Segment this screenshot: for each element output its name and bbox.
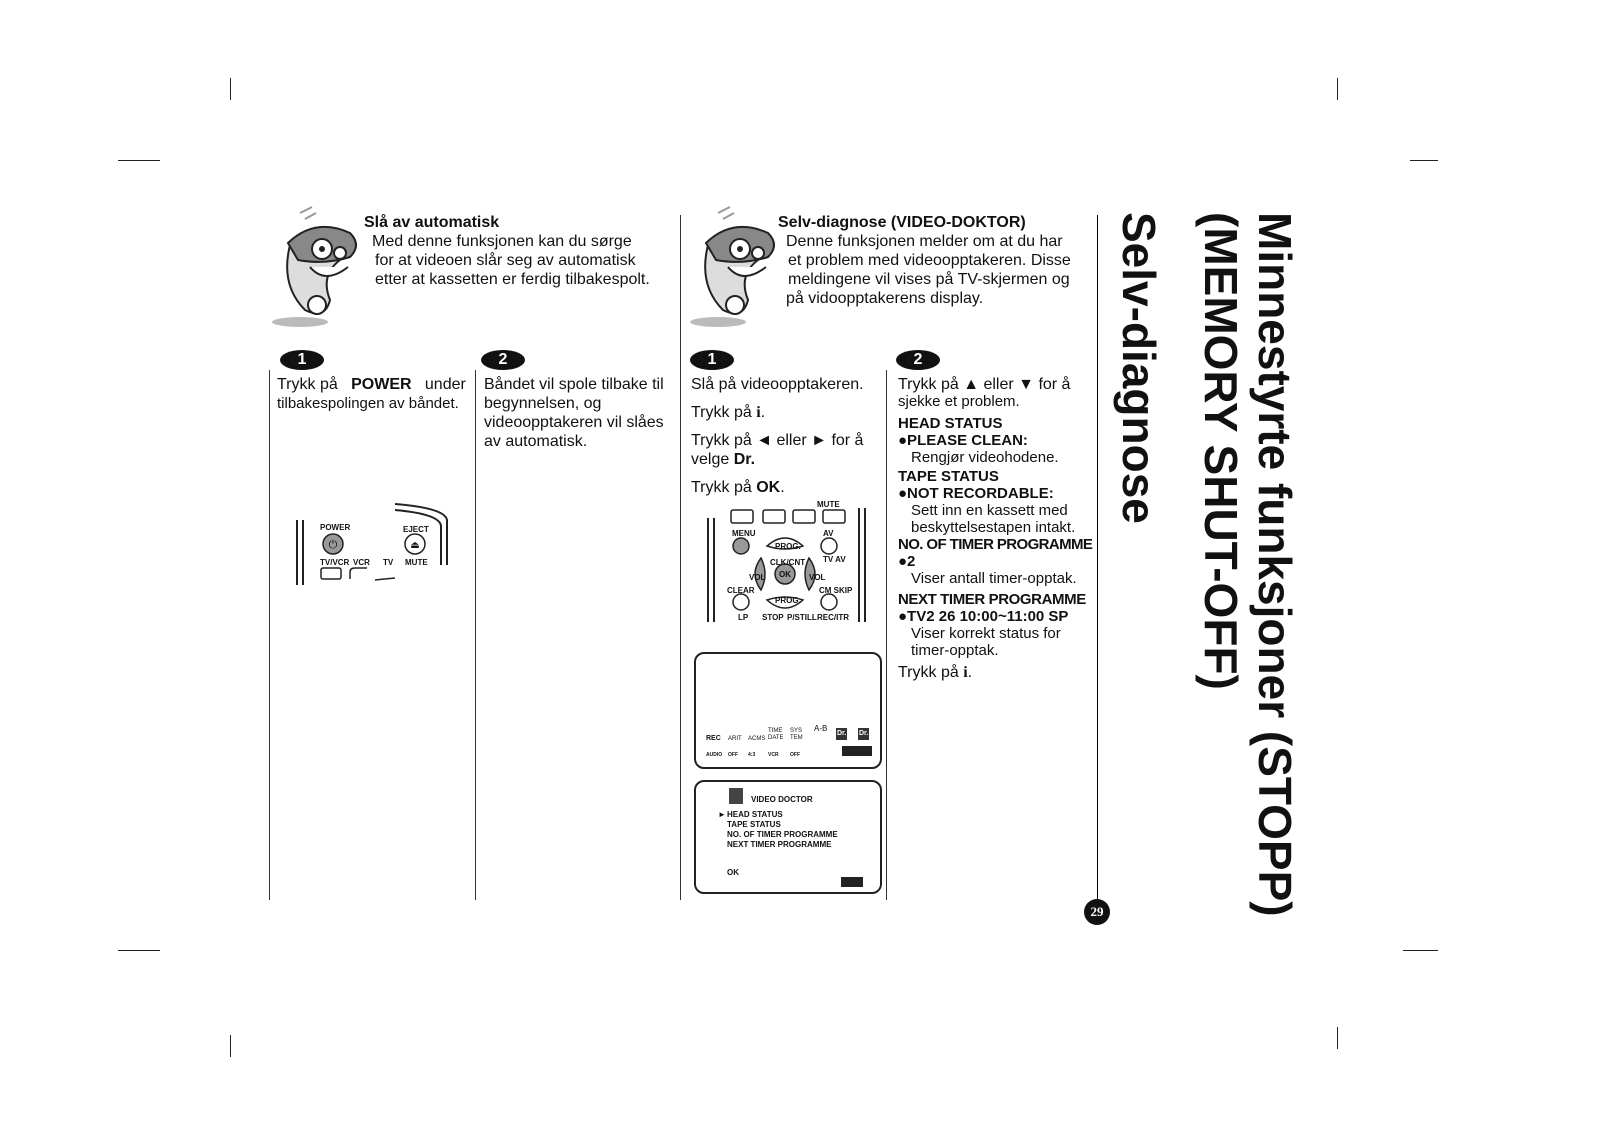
menu-item: TIME DATE	[768, 728, 784, 741]
prog-up-label: PROG.	[775, 542, 801, 551]
step-text: Trykk på i.	[691, 404, 766, 421]
step-text: Trykk på OK.	[691, 479, 785, 496]
status-value: ●NOT RECORDABLE:	[898, 485, 1054, 502]
remote-illustration	[295, 500, 455, 590]
status-heading: NEXT TIMER PROGRAMME	[898, 591, 1086, 608]
step-text: Båndet vil spole tilbake til	[484, 376, 664, 393]
recitr-label: REC/ITR	[817, 613, 849, 622]
clkcnt-label: CLK/CNT	[770, 558, 806, 567]
intro-line: på vidoopptakerens display.	[786, 290, 984, 307]
vol-right-label: VOL	[809, 573, 826, 582]
status-heading: TAPE STATUS	[898, 468, 999, 485]
nav-arrows-icon	[842, 746, 872, 756]
doctor-icon	[729, 788, 743, 804]
remote-illustration	[705, 500, 875, 625]
menu-item: ACMS	[748, 736, 766, 742]
crop-mark	[118, 950, 160, 951]
crop-mark	[230, 78, 231, 100]
wizard-mascot-icon	[688, 205, 783, 330]
status-desc: timer-opptak.	[911, 642, 999, 659]
eject-label: EJECT	[403, 525, 429, 534]
menu-item: OFF	[790, 752, 800, 758]
column-divider	[886, 370, 887, 900]
tv-screen-video-doctor	[694, 780, 882, 894]
status-desc: Viser antall timer-opptak.	[911, 570, 1077, 587]
menu-icon-row-2	[706, 746, 871, 760]
power-button[interactable]	[323, 534, 343, 554]
column-divider	[680, 215, 681, 900]
intro-line: Denne funksjonen melder om at du har	[786, 233, 1063, 250]
intro-line: meldingene vil vises på TV-skjermen og	[788, 271, 1070, 288]
section-divider	[1097, 215, 1098, 900]
tvvcr-label: TV/VCR	[320, 558, 350, 567]
menu-cursor: ►	[718, 810, 726, 819]
menu-item: A-B	[814, 724, 828, 733]
crop-mark	[1337, 78, 1338, 100]
step-text: sjekke et problem.	[898, 393, 1020, 410]
step-badge-2: 2	[896, 350, 940, 370]
mute-label: MUTE	[405, 558, 428, 567]
mute-label: MUTE	[817, 500, 840, 509]
menu-label: MENU	[732, 529, 756, 538]
intro-line: Med denne funksjonen kan du sørge	[372, 233, 632, 250]
step-text: Slå på videoopptakeren.	[691, 376, 864, 393]
vol-left-label: VOL	[749, 573, 766, 582]
menu-item: 4:3	[748, 752, 756, 758]
status-desc: Sett inn en kassett med	[911, 502, 1068, 519]
page-subtitle: Selv-diagnose	[1113, 212, 1165, 524]
step-badge-1: 1	[690, 350, 734, 370]
menu-item: ARIT	[728, 736, 742, 742]
svg-text:⏏: ⏏	[410, 540, 420, 551]
step-text: videoopptakeren vil slåes	[484, 414, 664, 431]
intro-title: Slå av automatisk	[364, 214, 500, 231]
menu-item: Dr.	[858, 728, 869, 740]
step-text: tilbakespolingen av båndet.	[277, 395, 459, 412]
page-number: 29	[1084, 899, 1110, 925]
vcr-label: VCR	[353, 558, 370, 567]
power-label: POWER	[320, 523, 351, 532]
crop-mark	[1410, 160, 1438, 161]
status-heading: HEAD STATUS	[898, 415, 1003, 432]
crop-mark	[1337, 1027, 1338, 1049]
intro-title: Selv-diagnose (VIDEO-DOKTOR)	[778, 214, 1026, 231]
status-value: ●PLEASE CLEAN:	[898, 432, 1028, 449]
status-desc: Rengjør videohodene.	[911, 449, 1059, 466]
tv-screen-menu	[694, 652, 882, 769]
menu-item: AUDIO	[706, 752, 723, 758]
step-text: av automatisk.	[484, 433, 588, 450]
column-divider	[269, 370, 270, 900]
step-text: velge Dr.	[691, 451, 756, 468]
tvav-label: TV AV	[823, 555, 846, 564]
wizard-mascot-icon	[270, 205, 365, 330]
step-text: Trykk på POWER under	[277, 376, 466, 393]
crop-mark	[1403, 950, 1438, 951]
tv-label: TV	[383, 558, 394, 567]
doctor-title: VIDEO DOCTOR	[751, 795, 813, 804]
intro-line: for at videoen slår seg av automatisk	[375, 252, 636, 269]
step-text: Trykk på i.	[898, 664, 973, 681]
status-desc: beskyttelsestapen intakt.	[911, 519, 1076, 536]
step-text: Trykk på ▲ eller ▼ for å	[898, 376, 1071, 393]
status-value: ●TV2 26 10:00~11:00 SP	[898, 608, 1069, 625]
intro-line: et problem med videoopptakeren. Disse	[788, 252, 1071, 269]
clear-label: CLEAR	[727, 586, 755, 595]
step-badge-2: 2	[481, 350, 525, 370]
doctor-item[interactable]: NO. OF TIMER PROGRAMME	[727, 830, 838, 839]
menu-item: OFF	[728, 752, 738, 758]
column-divider	[475, 370, 476, 900]
doctor-item[interactable]: TAPE STATUS	[727, 820, 781, 829]
pstill-label: P/STILL	[787, 613, 817, 622]
page-title: Minnestyrte funksjoner (STOPP)	[1249, 212, 1301, 917]
step-text: Trykk på ◄ eller ► for å	[691, 432, 864, 449]
ok-hint: OK	[727, 868, 739, 877]
stop-label: STOP	[762, 613, 784, 622]
prog-down-label: PROG.	[775, 596, 801, 605]
nav-arrows-icon	[841, 877, 863, 887]
svg-text:⏻: ⏻	[328, 539, 338, 551]
menu-item: REC	[706, 735, 721, 742]
av-label: AV	[823, 529, 834, 538]
status-value: ●2	[898, 553, 916, 570]
status-desc: Viser korrekt status for	[911, 625, 1061, 642]
step-badge-1: 1	[280, 350, 324, 370]
step-text: begynnelsen, og	[484, 395, 602, 412]
page-subtitle: (MEMORY SHUT-OFF)	[1195, 212, 1247, 690]
lp-label: LP	[738, 613, 749, 622]
menu-item: Dr.	[836, 728, 847, 740]
crop-mark	[230, 1035, 231, 1057]
cmskip-label: CM SKIP	[819, 586, 853, 595]
doctor-item[interactable]: HEAD STATUS	[727, 810, 783, 819]
menu-item: VCR	[768, 752, 779, 758]
crop-mark	[118, 160, 160, 161]
ok-button[interactable]: OK	[779, 570, 791, 579]
menu-item: SYS TEM	[790, 728, 803, 741]
intro-line: etter at kassetten er ferdig tilbakespolt.	[375, 271, 650, 288]
doctor-item[interactable]: NEXT TIMER PROGRAMME	[727, 840, 832, 849]
status-heading: NO. OF TIMER PROGRAMME	[898, 536, 1093, 553]
